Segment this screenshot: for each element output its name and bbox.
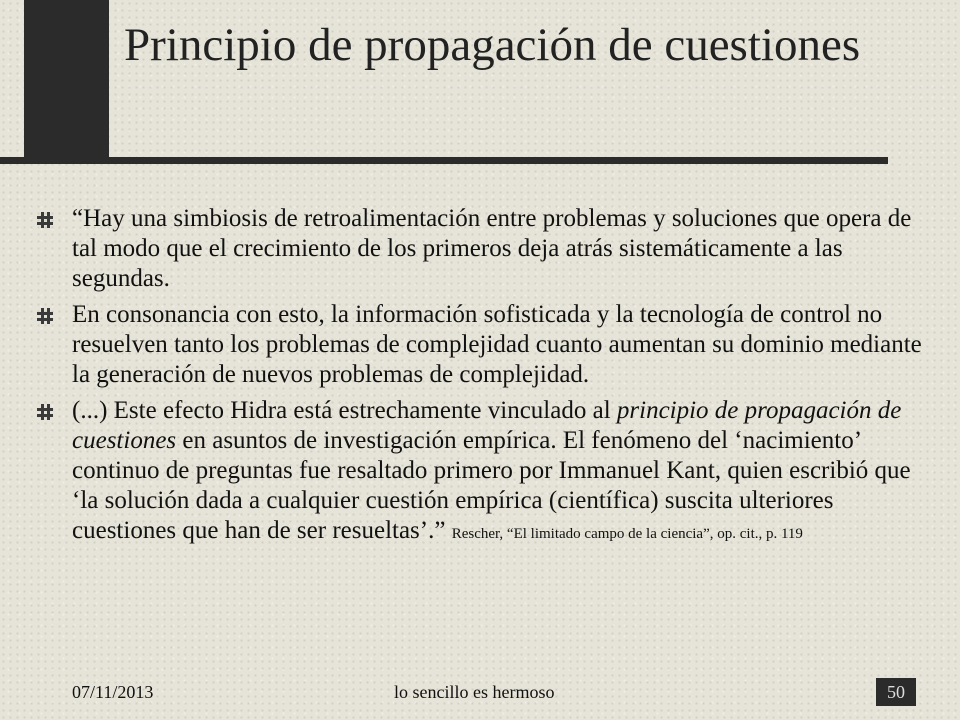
slide-number: 50 — [876, 678, 916, 706]
bullet-text-emphasis: principio de propagación de cuestiones — [72, 397, 902, 454]
slide-title: Principio de propagación de cuestiones — [124, 19, 861, 71]
footer-date: 07/11/2013 — [72, 682, 154, 702]
bullet-text-part1: (...) Este efecto Hidra está estrechamente vinculado al — [72, 397, 617, 424]
bullet-text: “Hay una simbiosis de retroalimentación entre problemas y soluciones que opera de tal modo que el crecimiento de los primeros deja atrás sistemáticamente a las segundas. — [72, 205, 912, 292]
bullet-item — [30, 204, 930, 294]
bullet-item — [30, 300, 930, 390]
slide-body — [30, 204, 930, 552]
citation: Rescher, “El limitado campo de la ciencia”, op. cit., p. 119 — [451, 526, 803, 542]
bullet-item — [30, 396, 930, 546]
hash-bullet-icon — [35, 210, 55, 230]
hash-bullet-icon — [35, 306, 55, 326]
bullet-text-part2: en asuntos de investigación empírica. El fenómeno del ‘nacimiento’ continuo de preguntas fue resaltado primero por Immanuel Kant, quien escribió que ‘la solución dada a cualquier cuestión empírica (científica) suscita ulteriores cuestiones que han de ser resueltas’.” — [72, 427, 911, 544]
bullet-text: En consonancia con esto, la información sofisticada y la tecnología de control no resuelven tanto los problemas de complejidad cuanto aumentan su dominio mediante la generación de nuevos problemas de complejidad. — [72, 301, 922, 388]
title-underline — [0, 157, 888, 164]
title-accent-bar — [24, 0, 109, 163]
hash-bullet-icon — [35, 402, 55, 422]
footer-title: lo sencillo es hermoso — [394, 682, 555, 702]
